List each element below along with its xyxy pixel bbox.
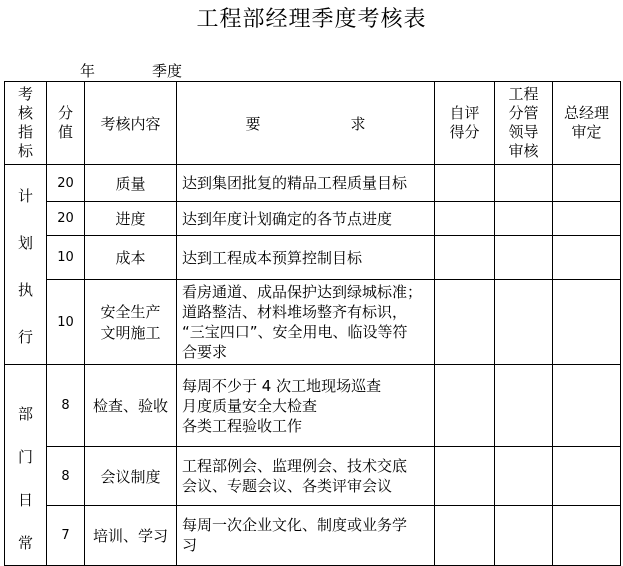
manager-review-cell — [495, 280, 553, 365]
header-gm-approval — [553, 82, 621, 165]
header-self-score — [435, 82, 495, 165]
gm-approval-cell — [553, 505, 621, 565]
header-content: 考核内容 — [85, 82, 177, 165]
requirement-cell: 看房通道、成品保护达到绿城标准； 道路整洁、材料堆场整齐有标识， “三宝四口”、安全用电、临设等符 合要求 — [177, 280, 435, 365]
content-cell: 安全生产 文明施工 — [85, 280, 177, 365]
requirement-cell: 达到集团批复的精品工程质量目标 — [177, 165, 435, 202]
header-manager-text: 工程分管领导审核 — [508, 85, 539, 160]
table-row — [5, 236, 621, 280]
header-score — [47, 82, 85, 165]
assessment-table — [4, 81, 621, 566]
header-score-text: 分值 — [57, 104, 73, 141]
self-score-cell — [435, 505, 495, 565]
score-cell: 8 — [47, 447, 85, 505]
content-cell: 培训、学习 — [85, 505, 177, 565]
gm-approval-cell — [553, 280, 621, 365]
score-cell: 20 — [47, 202, 85, 236]
manager-review-cell — [495, 236, 553, 280]
manager-review-cell — [495, 505, 553, 565]
year-label: 年 — [80, 62, 96, 80]
gm-approval-cell — [553, 447, 621, 505]
table-row — [5, 165, 621, 202]
table-row — [5, 447, 621, 505]
score-cell: 20 — [47, 165, 85, 202]
category-label: 计划执行 — [17, 186, 33, 346]
gm-approval-cell — [553, 236, 621, 280]
manager-review-cell — [495, 447, 553, 505]
manager-review-cell — [495, 202, 553, 236]
header-category-text: 考核指标 — [17, 85, 33, 160]
header-requirement: 要 求 — [177, 82, 435, 165]
score-cell: 10 — [47, 280, 85, 365]
gm-approval-cell — [553, 202, 621, 236]
header-row — [5, 82, 621, 165]
content-cell: 检查、验收 — [85, 365, 177, 447]
header-category — [5, 82, 47, 165]
table-row — [5, 202, 621, 236]
self-score-cell — [435, 365, 495, 447]
score-cell: 7 — [47, 505, 85, 565]
content-cell: 进度 — [85, 202, 177, 236]
manager-review-cell — [495, 365, 553, 447]
score-cell: 8 — [47, 365, 85, 447]
table-row — [5, 280, 621, 365]
quarter-label: 季度 — [152, 62, 183, 80]
header-manager-review — [495, 82, 553, 165]
requirement-cell: 达到年度计划确定的各节点进度 — [177, 202, 435, 236]
requirement-cell: 工程部例会、监理例会、技术交底 会议、专题会议、各类评审会议 — [177, 447, 435, 505]
score-cell: 10 — [47, 236, 85, 280]
content-cell: 质量 — [85, 165, 177, 202]
category-cell — [5, 365, 47, 566]
self-score-cell — [435, 447, 495, 505]
content-cell: 成本 — [85, 236, 177, 280]
self-score-cell — [435, 236, 495, 280]
requirement-cell: 达到工程成本预算控制目标 — [177, 236, 435, 280]
manager-review-cell — [495, 165, 553, 202]
content-cell: 会议制度 — [85, 447, 177, 505]
gm-approval-cell — [553, 165, 621, 202]
page-title: 工程部经理季度考核表 — [196, 7, 427, 32]
header-self-text: 自评得分 — [449, 104, 480, 141]
table-row — [5, 505, 621, 565]
requirement-cell: 每周不少于 4 次工地现场巡查 月度质量安全大检查 各类工程验收工作 — [177, 365, 435, 447]
self-score-cell — [435, 280, 495, 365]
table-row — [5, 365, 621, 447]
header-gm-text: 总经理审定 — [563, 104, 609, 141]
category-label: 部门日常 — [17, 405, 33, 552]
gm-approval-cell — [553, 365, 621, 447]
requirement-cell: 每周一次企业文化、制度或业务学 习 — [177, 505, 435, 565]
self-score-cell — [435, 202, 495, 236]
category-cell — [5, 165, 47, 365]
self-score-cell — [435, 165, 495, 202]
